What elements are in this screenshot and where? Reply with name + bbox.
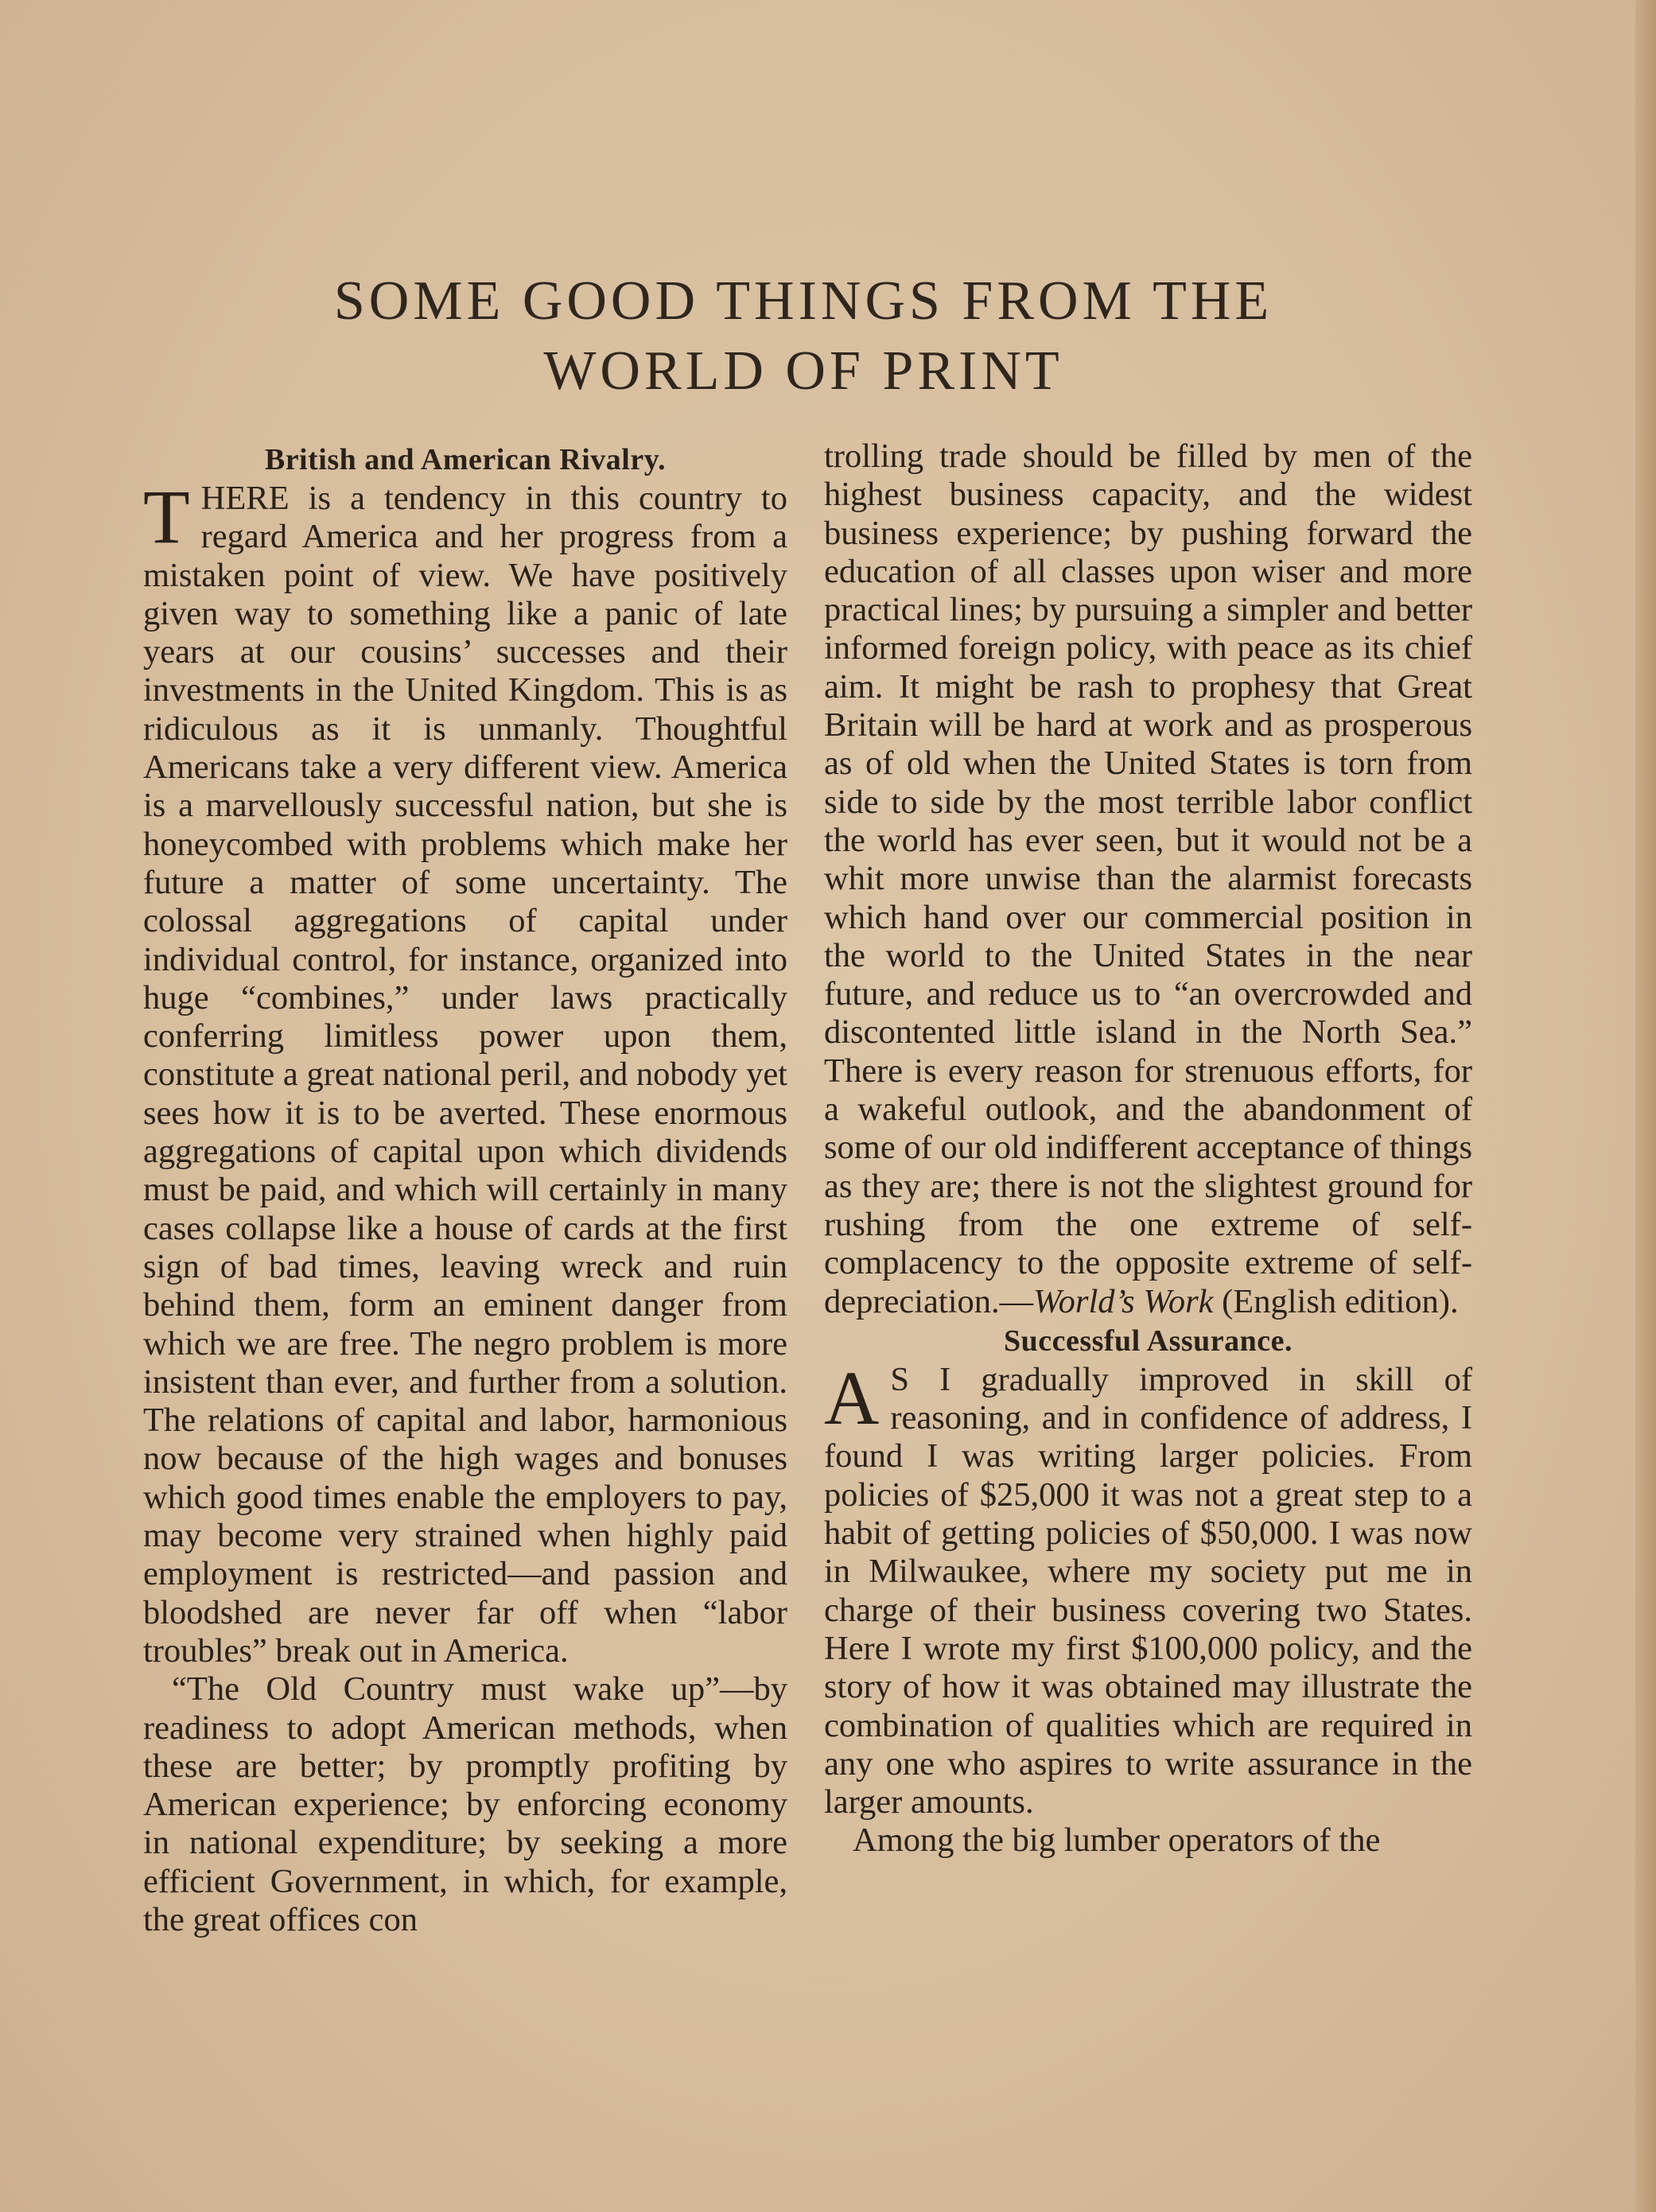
page-edge-shadow <box>1635 0 1656 2212</box>
article-rivalry-paragraph-1-text: HERE is a tendency in this country to regard America and her progress from a mistaken point of view. We have positively given way to something like a panic of late years at our cousins’ successes and their investments in the United Kingdom. This is as ridiculous as it is unmanly. Thoughtful Americans take a very different view. America is a marvellously successful nation, but she is honeycombed with problems which make her future a matter of some uncertainty. The colossal aggregations of capital under individual control, for instance, organized into huge “combines,” under laws practically conferring limitless power upon them, constitute a great national peril, and nobody yet sees how it is to be averted. These enormous aggregations of capital upon which dividends must be paid, and which will certainly in many cases collapse like a house of cards at the first sign of bad times, leaving wreck and ruin behind them, form an eminent danger from which we are free. The negro problem is more insistent than ever, and further from a solution. The relations of capital and labor, harmonious now because of the high wages and bonuses which good times enable the employers to pay, may become very strained when highly paid employment is restricted—and passion and bloodshed are never far off when “labor troubles” break out in America. <box>143 480 787 1670</box>
article-rivalry-continued-text: trolling trade should be filled by men of the highest business capacity, and the widest business experience; by pushing forward the education of all classes upon wiser and more practical lines; by pursuing a simpler and better informed foreign policy, with peace as its chief aim. It might be rash to prophesy that Great Britain will be hard at work and as prosperous as of old when the United States is torn from side to side by the most terrible labor conflict the world has ever seen, but it would not be a whit more unwise than the alarmist forecasts which hand over our commercial position in the world to the United States in the near future, and reduce us to “an overcrowded and discontented little island in the North Sea.” There is every reason for strenuous efforts, for a wakeful outlook, and the abandonment of some of our old indifferent acceptance of things as they are; there is not the slightest ground for rushing from the one extreme of self-complacency to the opposite extreme of self-depreciation.— <box>824 437 1472 1320</box>
article-rivalry-paragraph-2: “The Old Country must wake up”—by readiness to adopt American methods, when these are better; by promptly profiting by American experience; by enforcing economy in national expenditure; by seeking a more efficient Government, in which, for example, the great offices con <box>143 1670 787 1938</box>
article-assurance-paragraph-1-text: S I gradually improved in skill of reasoning, and in confidence of address, I found I was writing larger policies. From policies of $25,000 it was not a great step to a habit of getting policies of $50,000. I was now in Milwaukee, where my society put me in charge of their business covering two States. Here I wrote my first $100,000 policy, and the story of how it was obtained may illustrate the combination of qualities which are required in any one who aspires to write assurance in the larger amounts. <box>824 1360 1472 1821</box>
source-citation-title: World’s Work <box>1033 1282 1214 1320</box>
article-heading-assurance: Successful Assurance. <box>1003 1324 1293 1358</box>
left-column <box>143 440 787 1939</box>
article-assurance-paragraph-1 <box>824 1355 1472 1822</box>
article-heading-rivalry: British and American Rivalry. <box>264 443 667 476</box>
drop-cap-a: A <box>824 1355 880 1440</box>
drop-cap-t: T <box>143 474 190 559</box>
page-title-line-2: WORLD OF PRINT <box>543 340 1063 402</box>
article-rivalry-paragraph-1 <box>143 474 787 1670</box>
right-column <box>824 437 1472 1860</box>
article-rivalry-paragraph-2-continued <box>824 437 1472 1321</box>
source-citation-edition: (English edition). <box>1213 1282 1459 1320</box>
page-title <box>143 266 1464 406</box>
article-assurance-paragraph-2: Among the big lumber operators of the <box>853 1821 1381 1860</box>
page-title-line-1: SOME GOOD THINGS FROM THE <box>333 270 1273 332</box>
